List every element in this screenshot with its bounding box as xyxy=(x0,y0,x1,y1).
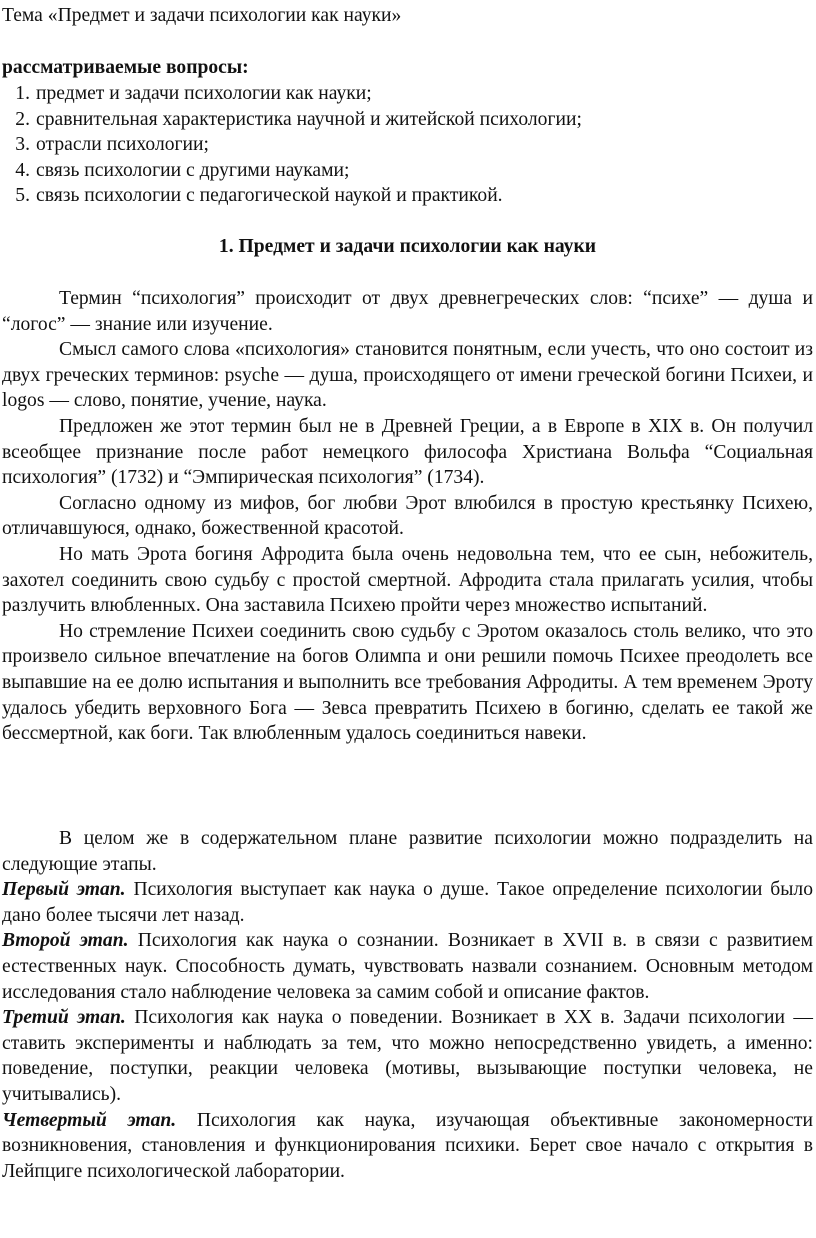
list-item-text: предмет и задачи психологии как науки; xyxy=(36,83,372,104)
stage-paragraph xyxy=(2,928,813,1005)
stage-label: Четвертый этап. xyxy=(2,1109,177,1131)
stage-paragraph xyxy=(2,1108,813,1185)
questions-list xyxy=(2,81,582,209)
paragraph: Предложен же этот термин был не в Древней Греции, а в Европе в XIX в. Он получил всеобщее признание после работ немецкого философа Христиана Вольфа “Социальная психология” (1732) и “Эмпирическая психология” (1734). xyxy=(2,415,813,489)
list-item-number: 5. xyxy=(15,185,30,207)
list-item-text: связь психологии с педагогической наукой и практикой. xyxy=(36,185,503,207)
list-item-text: отрасли психологии; xyxy=(36,134,209,156)
list-item-number: 2. xyxy=(15,108,30,130)
section-body xyxy=(2,286,813,747)
stage-text: Психология как наука, изучающая объективные закономерности возникновения, становления и функционирования психики. Берет свое начало с открытия в Лейпциге психологической лаборатории. xyxy=(2,1109,813,1182)
paragraph: Но мать Эрота богиня Афродита была очень недовольна тем, что ее сын, небожитель, захотел соединить свою судьбу с простой смертной. Афродита стала прилагать усилия, чтобы разлучить влюбленных. Она заставила Психею пройти через множество испытаний. xyxy=(2,543,813,617)
stage-label: Первый этап. xyxy=(2,879,126,901)
stage-paragraph xyxy=(2,1005,813,1107)
list-item-text: связь психологии с другими науками; xyxy=(36,159,350,181)
document-title: Тема «Предмет и задачи психологии как науки» xyxy=(2,5,402,26)
stage-paragraph xyxy=(2,877,813,928)
stage-text: Психология как наука о поведении. Возникает в XX в. Задачи психологии — ставить эксперименты и наблюдать за тем, что можно непосредственно увидеть, а именно: поведение, поступки, реакции человека (мотивы, вызывающие поступки человека, не учитывались). xyxy=(2,1007,813,1105)
stage-label: Второй этап. xyxy=(2,930,129,952)
questions-heading: рассматриваемые вопросы: xyxy=(2,57,249,78)
list-item-number: 1. xyxy=(15,83,30,104)
list-item xyxy=(2,132,582,158)
list-item xyxy=(2,107,582,133)
list-item-number: 3. xyxy=(15,134,30,156)
paragraph: Согласно одному из мифов, бог любви Эрот влюбился в простую крестьянку Психею, отличавшуюся, однако, божественной красотой. xyxy=(2,492,813,540)
paragraph: Термин “психология” происходит от двух древнегреческих слов: “психе” — душа и “логос” — знание или изучение. xyxy=(2,288,813,335)
paragraph: Но стремление Психеи соединить свою судьбу с Эротом оказалось столь велико, что это произвело сильное впечатление на богов Олимпа и они решили помочь Психее преодолеть все выпавшие на ее долю испытания и выполнить все требования Афродиты. А тем временем Эроту удалось убедить верховного Бога — Зевса превратить Психею в богиню, сделать ее такой же бессмертной, как боги. Так влюбленным удалось соединиться навеки. xyxy=(2,620,813,745)
section-heading: 1. Предмет и задачи психологии как науки xyxy=(218,236,597,257)
list-item xyxy=(2,183,582,209)
list-item xyxy=(2,81,582,107)
list-item-text: сравнительная характеристика научной и житейской психологии; xyxy=(36,108,582,130)
paragraph: Смысл самого слова «психология» становится понятным, если учесть, что оно состоит из двух греческих терминов: psyche — душа, происходящего от имени греческой богини Психеи, и logos — слово, понятие, учение, наука. xyxy=(2,339,813,412)
stage-text: Психология как наука о сознании. Возникает в XVII в. в связи с развитием естественных наук. Способность думать, чувствовать назвали сознанием. Основным методом исследования стало наблюдение человека за самим собой и описание фактов. xyxy=(2,930,814,1003)
list-item-number: 4. xyxy=(15,159,30,181)
stages-intro: В целом же в содержательном плане развитие психологии можно подразделить на следующие этапы. xyxy=(2,828,813,875)
stage-text: Психология выступает как наука о душе. Такое определение психологии было дано более тысячи лет назад. xyxy=(2,879,813,926)
stages-section xyxy=(2,826,813,1184)
list-item xyxy=(2,158,582,184)
stage-label: Третий этап. xyxy=(2,1007,126,1029)
